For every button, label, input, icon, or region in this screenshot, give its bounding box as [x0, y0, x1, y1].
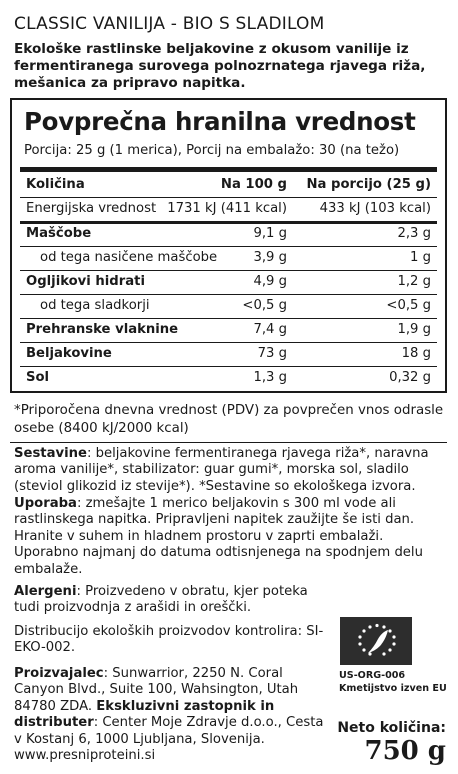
allergens-label: Alergeni [14, 584, 77, 599]
row-value-per-100g: 3,9 g [253, 250, 287, 265]
row-value-per-portion: 18 g [401, 346, 431, 361]
eu-organic-code [339, 669, 447, 695]
product-description: Ekološke rastlinske beljakovine z okusom vanilije iz fermentiranega surovega polnozrnatega rjavega riža, mešanica za pripravo napitka. [14, 41, 426, 91]
nutrition-row-fat [20, 222, 437, 247]
nutrition-heading: Povprečna hranilna vrednost [24, 107, 416, 136]
ingredients-text: : beljakovine fermentiranega rjavega riža*, naravna aroma vanilije*, stabilizator: guar gumi*, morska sol, sladilo (steviol glikozid iz stevije*). *Sestavine so ekološkega izvora. [14, 446, 429, 494]
net-quantity-value: 750 g [364, 736, 446, 766]
nutrition-facts-table [10, 98, 447, 393]
row-value-per-100g: 9,1 g [253, 226, 287, 241]
organic-code: US-ORG-006 [339, 670, 406, 681]
organic-origin: Kmetijstvo izven EU [339, 683, 447, 694]
pdv-footnote: *Priporočena dnevna vrednost (PDV) za povprečen vnos odrasle osebe (8400 kJ/2000 kcal) [14, 403, 444, 436]
ingredients-label: Sestavine [14, 446, 87, 461]
producer-label: Proizvajalec [14, 666, 104, 681]
distributor-text: : Center Moje Zdravje d.o.o., Cesta v Kostanj 6, 1000 Ljubljana, Slovenija. www.presniproteini.si [14, 715, 324, 764]
nutrition-row-carbohydrates [20, 270, 437, 295]
usage-paragraph [14, 496, 446, 578]
producer-text: : Sunwarrior, 2250 N. Coral Canyon Blvd., Suite 100, Wahsington, Utah 84780 ZDA. [14, 666, 299, 714]
row-label: Beljakovine [26, 346, 112, 361]
row-value-per-portion: 2,3 g [397, 226, 431, 241]
nutrition-header-row [20, 173, 437, 198]
row-label: Ogljikovi hidrati [26, 274, 145, 289]
usage-text: : zmešajte 1 merico beljakovin s 300 ml vode ali rastlinskega napitka. Pripravljeni napitek zaužijte še isti dan. Hranite v suhem in hladnem prostoru v zaprti embalaži. Uporabno najmanj do datuma odtisnjenega na spodnjem delu embalaže. [14, 496, 423, 577]
row-label: od tega nasičene maščobe [40, 250, 218, 265]
row-value-per-portion: 1 g [410, 250, 431, 265]
row-label: Prehranske vlaknine [26, 322, 179, 337]
row-label: od tega sladkorji [40, 298, 150, 313]
product-title: CLASSIC VANILIJA - BIO S SLADILOM [14, 14, 325, 34]
row-label: Sol [26, 370, 50, 385]
row-value-per-portion: <0,5 g [386, 298, 431, 313]
row-label: Maščobe [26, 226, 92, 241]
row-value-per-100g: 1,3 g [253, 370, 287, 385]
row-value-per-100g: <0,5 g [242, 298, 287, 313]
row-value-per-portion: 0,32 g [389, 370, 431, 385]
distributor-label: Ekskluzivni zastopnik in distributer [14, 698, 275, 731]
divider [20, 167, 437, 172]
divider [10, 442, 447, 443]
header-quantity: Količina [26, 177, 85, 192]
nutrition-row-fibre [20, 318, 437, 343]
allergens-text: : Proizvedeno v obratu, kjer poteka tudi proizvodnja z arašidi in oreščki. [14, 584, 308, 616]
header-per-100g: Na 100 g [220, 177, 287, 192]
row-value-per-100g: 73 g [257, 346, 287, 361]
row-value-per-100g: 7,4 g [253, 322, 287, 337]
row-label: Energijska vrednost [26, 201, 157, 216]
ingredients-paragraph [14, 446, 446, 495]
row-value-per-portion: 1,2 g [397, 274, 431, 289]
row-value-per-100g: 4,9 g [253, 274, 287, 289]
row-value-per-portion: 1,9 g [397, 322, 431, 337]
header-per-portion: Na porcijo (25 g) [306, 177, 431, 192]
nutrition-row-energy [20, 197, 437, 224]
producer-paragraph [14, 666, 326, 764]
nutrition-row-sugars [20, 294, 437, 319]
row-value-per-100g: 1731 kJ (411 kcal) [167, 201, 287, 216]
nutrition-row-salt [20, 366, 437, 390]
row-value-per-portion: 433 kJ (103 kcal) [319, 201, 431, 216]
usage-label: Uporaba [14, 496, 77, 511]
control-body-paragraph: Distribucijo ekoloških proizvodov kontrolira: SI-EKO-002. [14, 624, 324, 656]
allergens-paragraph [14, 584, 314, 617]
nutrition-row-saturated-fat [20, 246, 437, 271]
nutrition-row-protein [20, 342, 437, 367]
net-quantity-label: Neto količina: [337, 720, 446, 736]
portion-info: Porcija: 25 g (1 merica), Porcij na embalažo: 30 (na težo) [24, 143, 400, 158]
eu-organic-leaf-icon [340, 617, 412, 665]
